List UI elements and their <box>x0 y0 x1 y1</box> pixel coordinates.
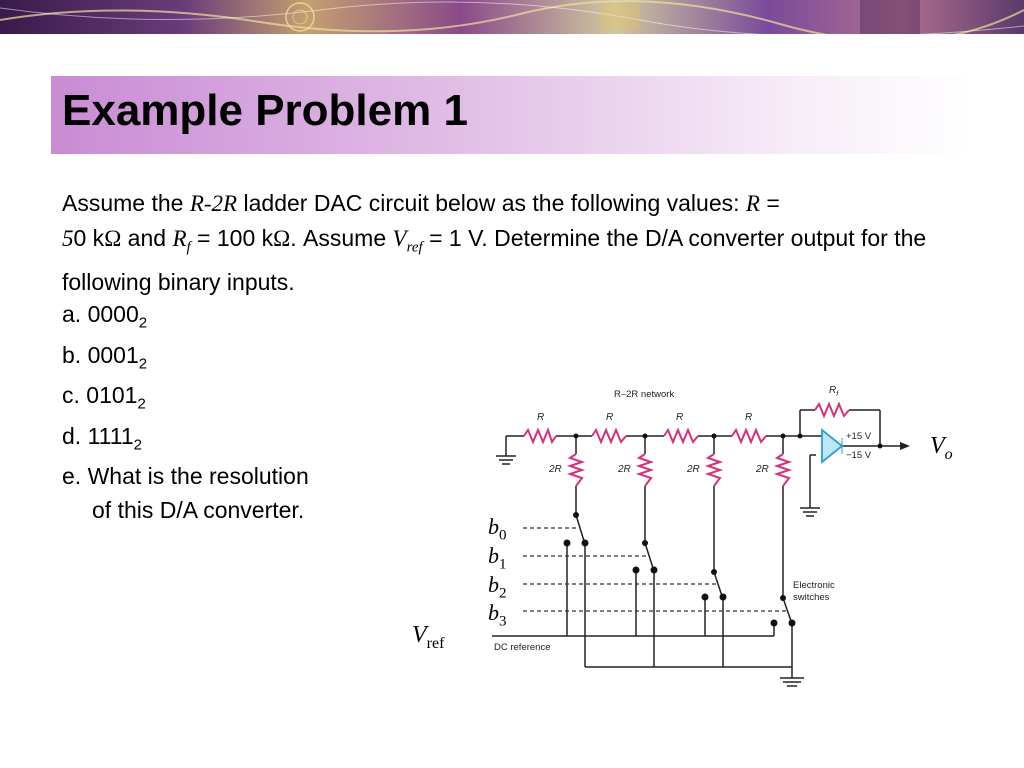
rf-subscript: f <box>186 239 191 256</box>
resistor-2r-label: 2R <box>687 464 700 475</box>
electronic-switches-label: Electronic switches <box>793 580 835 603</box>
ohm-symbol: Ω <box>104 226 122 251</box>
intro-text: = 1 V. Determine the D/A converter output for the following binary inputs. <box>62 225 927 295</box>
dc-reference-label: DC reference <box>494 642 551 653</box>
r2r-dac-circuit <box>400 380 910 690</box>
intro-text: = <box>759 190 780 216</box>
bit-label-b1: $b_1$ <box>488 543 507 573</box>
plus-supply-label: +15 V <box>846 431 872 442</box>
reference-voltage-label: $V_{ref}$ <box>412 622 445 652</box>
vref-subscript: ref <box>406 239 423 256</box>
list-item: c. $0101_2$ <box>62 382 146 413</box>
feedback-resistor-label: $R_f$ <box>829 385 839 398</box>
resistor-2r-label: 2R <box>549 464 562 475</box>
rf-symbol: R <box>172 226 187 251</box>
network-label: R–2R network <box>614 389 675 400</box>
list-item: d. $1111_2$ <box>62 423 142 454</box>
ladder-type: R-2R <box>189 191 238 216</box>
vref-symbol: V <box>392 226 407 251</box>
intro-text: and <box>121 225 173 251</box>
minus-supply-label: −15 V <box>846 450 872 461</box>
resistor-r-label: R <box>745 412 753 423</box>
intro-text: = 100 k <box>190 225 274 251</box>
resistor-r-label: R <box>676 412 684 423</box>
resistor-r-label: R <box>537 412 545 423</box>
intro-text: Assume the <box>62 190 190 216</box>
r-symbol: R <box>745 191 760 216</box>
list-item: a. $0000_2$ <box>62 301 148 332</box>
intro-text: 0 k <box>73 225 105 251</box>
intro-text: ladder DAC circuit below as the following values: <box>237 190 746 216</box>
list-item-continuation: of this D/A converter. <box>92 497 305 523</box>
slide-title: Example Problem 1 <box>62 86 468 135</box>
resistor-2r-label: 2R <box>756 464 769 475</box>
bit-label-b0: $b_0$ <box>488 514 507 544</box>
resistor-r-label: R <box>606 412 614 423</box>
list-item: b. $0001_2$ <box>62 342 148 373</box>
bit-label-b2: $b_2$ <box>488 572 507 602</box>
bit-label-b3: $b_3$ <box>488 600 507 630</box>
intro-text: . Assume <box>290 225 393 251</box>
output-voltage-label: $V_o$ <box>930 433 953 463</box>
problem-statement <box>62 186 962 299</box>
decorative-banner <box>0 0 1024 34</box>
ohm-symbol: Ω <box>273 226 291 251</box>
banner-pattern <box>0 0 1024 34</box>
resistor-2r-label: 2R <box>618 464 631 475</box>
list-item: e. What is the resolution <box>62 463 309 489</box>
r-value-digit: 5 <box>62 226 74 251</box>
